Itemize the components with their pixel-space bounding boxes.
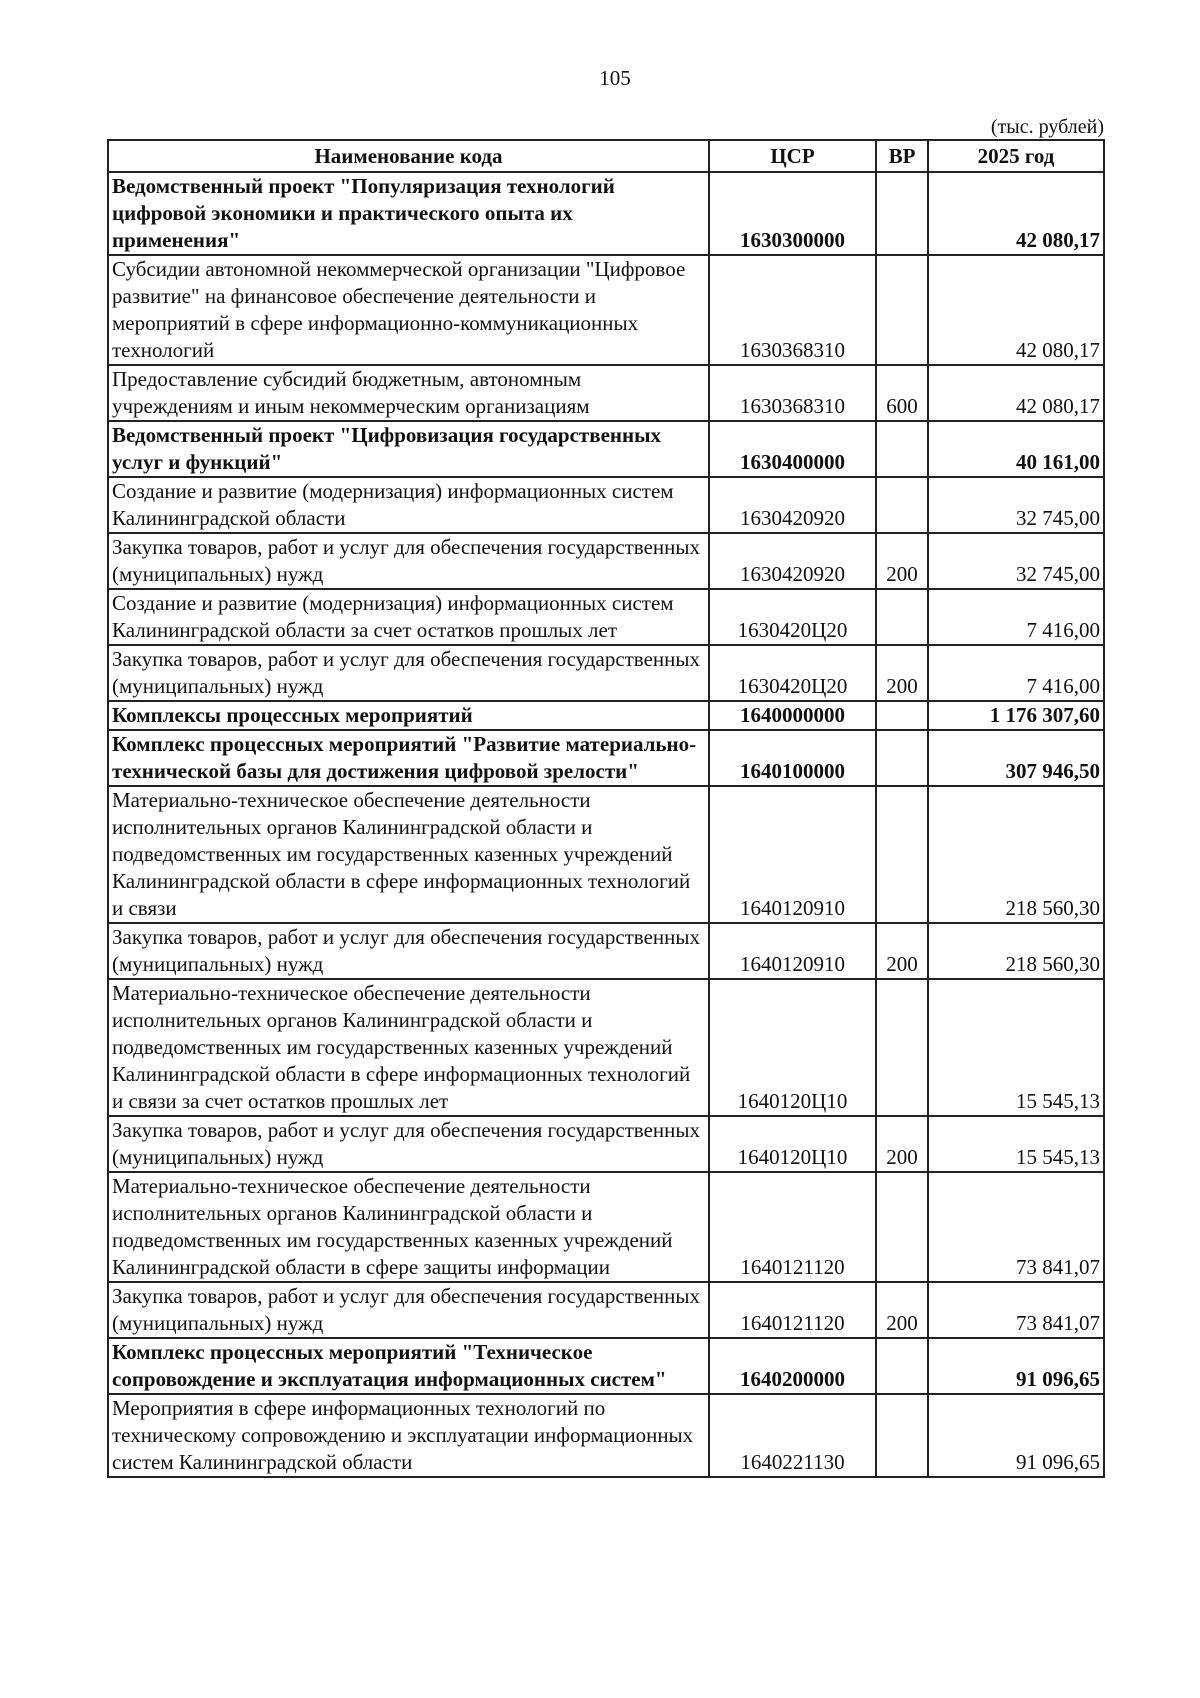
cell-name: Закупка товаров, работ и услуг для обеспечения государственных (муниципальных) нужд <box>108 533 709 589</box>
table-row <box>108 421 1104 477</box>
cell-sum: 218 560,30 <box>928 786 1104 923</box>
table-row <box>108 730 1104 786</box>
cell-vr: 200 <box>876 1116 928 1172</box>
cell-name: Закупка товаров, работ и услуг для обеспечения государственных (муниципальных) нужд <box>108 1282 709 1338</box>
cell-csr: 1640120Ц10 <box>709 979 876 1116</box>
cell-csr: 1640100000 <box>709 730 876 786</box>
cell-vr <box>876 589 928 645</box>
cell-name: Закупка товаров, работ и услуг для обеспечения государственных (муниципальных) нужд <box>108 645 709 701</box>
header-year: 2025 год <box>928 140 1104 172</box>
cell-vr: 200 <box>876 645 928 701</box>
cell-vr <box>876 477 928 533</box>
cell-vr: 600 <box>876 365 928 421</box>
table-row <box>108 1338 1104 1394</box>
cell-sum: 218 560,30 <box>928 923 1104 979</box>
cell-sum: 32 745,00 <box>928 477 1104 533</box>
cell-name: Комплекс процессных мероприятий "Развитие материально-технической базы для достижения цифровой зрелости" <box>108 730 709 786</box>
cell-sum: 1 176 307,60 <box>928 701 1104 730</box>
cell-sum: 42 080,17 <box>928 172 1104 255</box>
cell-name: Ведомственный проект "Популяризация технологий цифровой экономики и практического опыта их применения" <box>108 172 709 255</box>
cell-csr: 1630420Ц20 <box>709 645 876 701</box>
table-row <box>108 701 1104 730</box>
units-label: (тыс. рублей) <box>990 116 1104 138</box>
cell-vr <box>876 1394 928 1477</box>
cell-vr <box>876 1338 928 1394</box>
cell-name: Создание и развитие (модернизация) информационных систем Калининградской области за счет остатков прошлых лет <box>108 589 709 645</box>
table-row <box>108 255 1104 365</box>
cell-csr: 1630368310 <box>709 365 876 421</box>
cell-sum: 91 096,65 <box>928 1394 1104 1477</box>
cell-name: Закупка товаров, работ и услуг для обеспечения государственных (муниципальных) нужд <box>108 1116 709 1172</box>
table-header-row <box>108 140 1104 172</box>
table-row <box>108 172 1104 255</box>
cell-csr: 1630420Ц20 <box>709 589 876 645</box>
budget-table <box>107 139 1105 1478</box>
cell-csr: 1640121120 <box>709 1282 876 1338</box>
cell-csr: 1630368310 <box>709 255 876 365</box>
cell-csr: 1640120Ц10 <box>709 1116 876 1172</box>
cell-csr: 1640120910 <box>709 923 876 979</box>
table-row <box>108 1172 1104 1282</box>
table-row <box>108 1282 1104 1338</box>
cell-sum: 40 161,00 <box>928 421 1104 477</box>
cell-sum: 7 416,00 <box>928 589 1104 645</box>
header-name: Наименование кода <box>108 140 709 172</box>
table-row <box>108 645 1104 701</box>
cell-name: Комплексы процессных мероприятий <box>108 701 709 730</box>
cell-csr: 1630420920 <box>709 477 876 533</box>
cell-vr: 200 <box>876 923 928 979</box>
cell-sum: 32 745,00 <box>928 533 1104 589</box>
cell-vr <box>876 1172 928 1282</box>
cell-vr <box>876 730 928 786</box>
header-csr: ЦСР <box>709 140 876 172</box>
cell-sum: 307 946,50 <box>928 730 1104 786</box>
cell-csr: 1640121120 <box>709 1172 876 1282</box>
cell-csr: 1630420920 <box>709 533 876 589</box>
cell-sum: 91 096,65 <box>928 1338 1104 1394</box>
table-row <box>108 365 1104 421</box>
cell-sum: 42 080,17 <box>928 365 1104 421</box>
table-row <box>108 979 1104 1116</box>
cell-sum: 7 416,00 <box>928 645 1104 701</box>
cell-sum: 42 080,17 <box>928 255 1104 365</box>
cell-sum: 73 841,07 <box>928 1172 1104 1282</box>
cell-csr: 1640200000 <box>709 1338 876 1394</box>
cell-name: Материально-техническое обеспечение деятельности исполнительных органов Калининградской области и подведомственных им государственных казенных учреждений Калининградской области в сфере информационных технологий и связи за счет остатков прошлых лет <box>108 979 709 1116</box>
cell-vr <box>876 172 928 255</box>
cell-vr: 200 <box>876 1282 928 1338</box>
cell-csr: 1640221130 <box>709 1394 876 1477</box>
table-row <box>108 786 1104 923</box>
table-row <box>108 1394 1104 1477</box>
cell-csr: 1630400000 <box>709 421 876 477</box>
cell-name: Комплекс процессных мероприятий "Техническое сопровождение и эксплуатация информационных систем" <box>108 1338 709 1394</box>
cell-sum: 73 841,07 <box>928 1282 1104 1338</box>
cell-vr <box>876 701 928 730</box>
cell-name: Материально-техническое обеспечение деятельности исполнительных органов Калининградской области и подведомственных им государственных казенных учреждений Калининградской области в сфере информационных технологий и связи <box>108 786 709 923</box>
cell-name: Создание и развитие (модернизация) информационных систем Калининградской области <box>108 477 709 533</box>
cell-name: Материально-техническое обеспечение деятельности исполнительных органов Калининградской области и подведомственных им государственных казенных учреждений Калининградской области в сфере защиты информации <box>108 1172 709 1282</box>
cell-vr <box>876 979 928 1116</box>
cell-sum: 15 545,13 <box>928 979 1104 1116</box>
table-row <box>108 533 1104 589</box>
cell-csr: 1640000000 <box>709 701 876 730</box>
page-number: 105 <box>599 66 631 90</box>
table-row <box>108 1116 1104 1172</box>
cell-name: Мероприятия в сфере информационных технологий по техническому сопровождению и эксплуатации информационных систем Калининградской области <box>108 1394 709 1477</box>
cell-name: Закупка товаров, работ и услуг для обеспечения государственных (муниципальных) нужд <box>108 923 709 979</box>
cell-csr: 1630300000 <box>709 172 876 255</box>
cell-sum: 15 545,13 <box>928 1116 1104 1172</box>
table-row <box>108 923 1104 979</box>
table-row <box>108 477 1104 533</box>
cell-vr <box>876 421 928 477</box>
cell-csr: 1640120910 <box>709 786 876 923</box>
cell-vr: 200 <box>876 533 928 589</box>
cell-name: Субсидии автономной некоммерческой организации "Цифровое развитие" на финансовое обеспечение деятельности и мероприятий в сфере информационно-коммуникационных технологий <box>108 255 709 365</box>
cell-name: Предоставление субсидий бюджетным, автономным учреждениям и иным некоммерческим организациям <box>108 365 709 421</box>
table-row <box>108 589 1104 645</box>
cell-vr <box>876 255 928 365</box>
cell-name: Ведомственный проект "Цифровизация государственных услуг и функций" <box>108 421 709 477</box>
cell-vr <box>876 786 928 923</box>
header-vr: ВР <box>876 140 928 172</box>
